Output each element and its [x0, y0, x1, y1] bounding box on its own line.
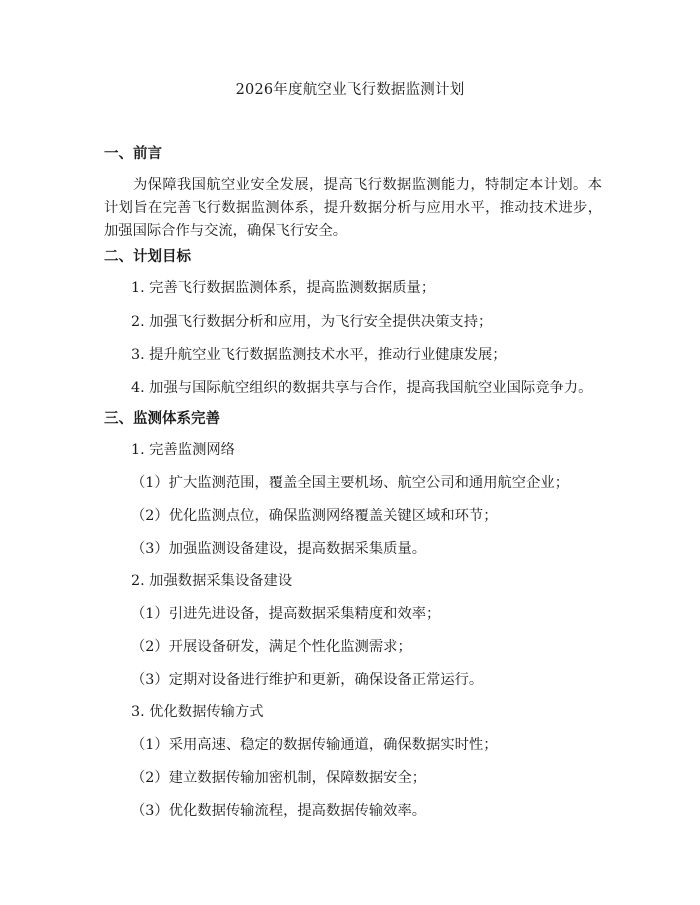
- subsection-item: （2）优化监测点位，确保监测网络覆盖关键区域和环节；: [131, 508, 498, 524]
- subsection-item: （1）采用高速、稳定的数据传输通道，确保数据实时性；: [131, 737, 498, 753]
- subsection-item: （2）开展设备研发，满足个性化监测需求；: [131, 639, 412, 655]
- goal-item: 3. 提升航空业飞行数据监测技术水平，推动行业健康发展；: [131, 347, 507, 363]
- subsection-item: （1）扩大监测范围，覆盖全国主要机场、航空公司和通用航空企业；: [131, 475, 569, 491]
- section-heading-goals: 二、计划目标: [104, 249, 191, 265]
- section-heading-preface: 一、前言: [104, 146, 162, 162]
- subsection-title: 2. 加强数据采集设备建设: [131, 573, 293, 589]
- subsection-item: （2）建立数据传输加密机制，保障数据安全；: [131, 770, 427, 786]
- subsection-item: （3）定期对设备进行维护和更新，确保设备正常运行。: [131, 672, 484, 688]
- section-heading-monitoring-system: 三、监测体系完善: [104, 411, 220, 427]
- goal-item: 1. 完善飞行数据监测体系，提高监测数据质量；: [131, 280, 436, 296]
- goal-item: 2. 加强飞行数据分析和应用，为飞行安全提供决策支持；: [131, 314, 493, 330]
- subsection-title: 3. 优化数据传输方式: [131, 704, 264, 720]
- subsection-item: （1）引进先进设备，提高数据采集精度和效率；: [131, 606, 441, 622]
- subsection-title: 1. 完善监测网络: [131, 442, 235, 458]
- goal-item: 4. 加强与国际航空组织的数据共享与合作，提高我国航空业国际竞争力。: [131, 380, 593, 396]
- subsection-item: （3）加强监测设备建设，提高数据采集质量。: [131, 541, 427, 557]
- preface-paragraph: 为保障我国航空业安全发展，提高飞行数据监测能力，特制定本计划。本计划旨在完善飞行数据监测体系，提升数据分析与应用水平，推动技术进步，加强国际合作与交流，确保飞行安全。: [104, 177, 602, 239]
- subsection-item: （3）优化数据传输流程，提高数据传输效率。: [131, 803, 427, 819]
- document-title: 2026年度航空业飞行数据监测计划: [235, 82, 465, 98]
